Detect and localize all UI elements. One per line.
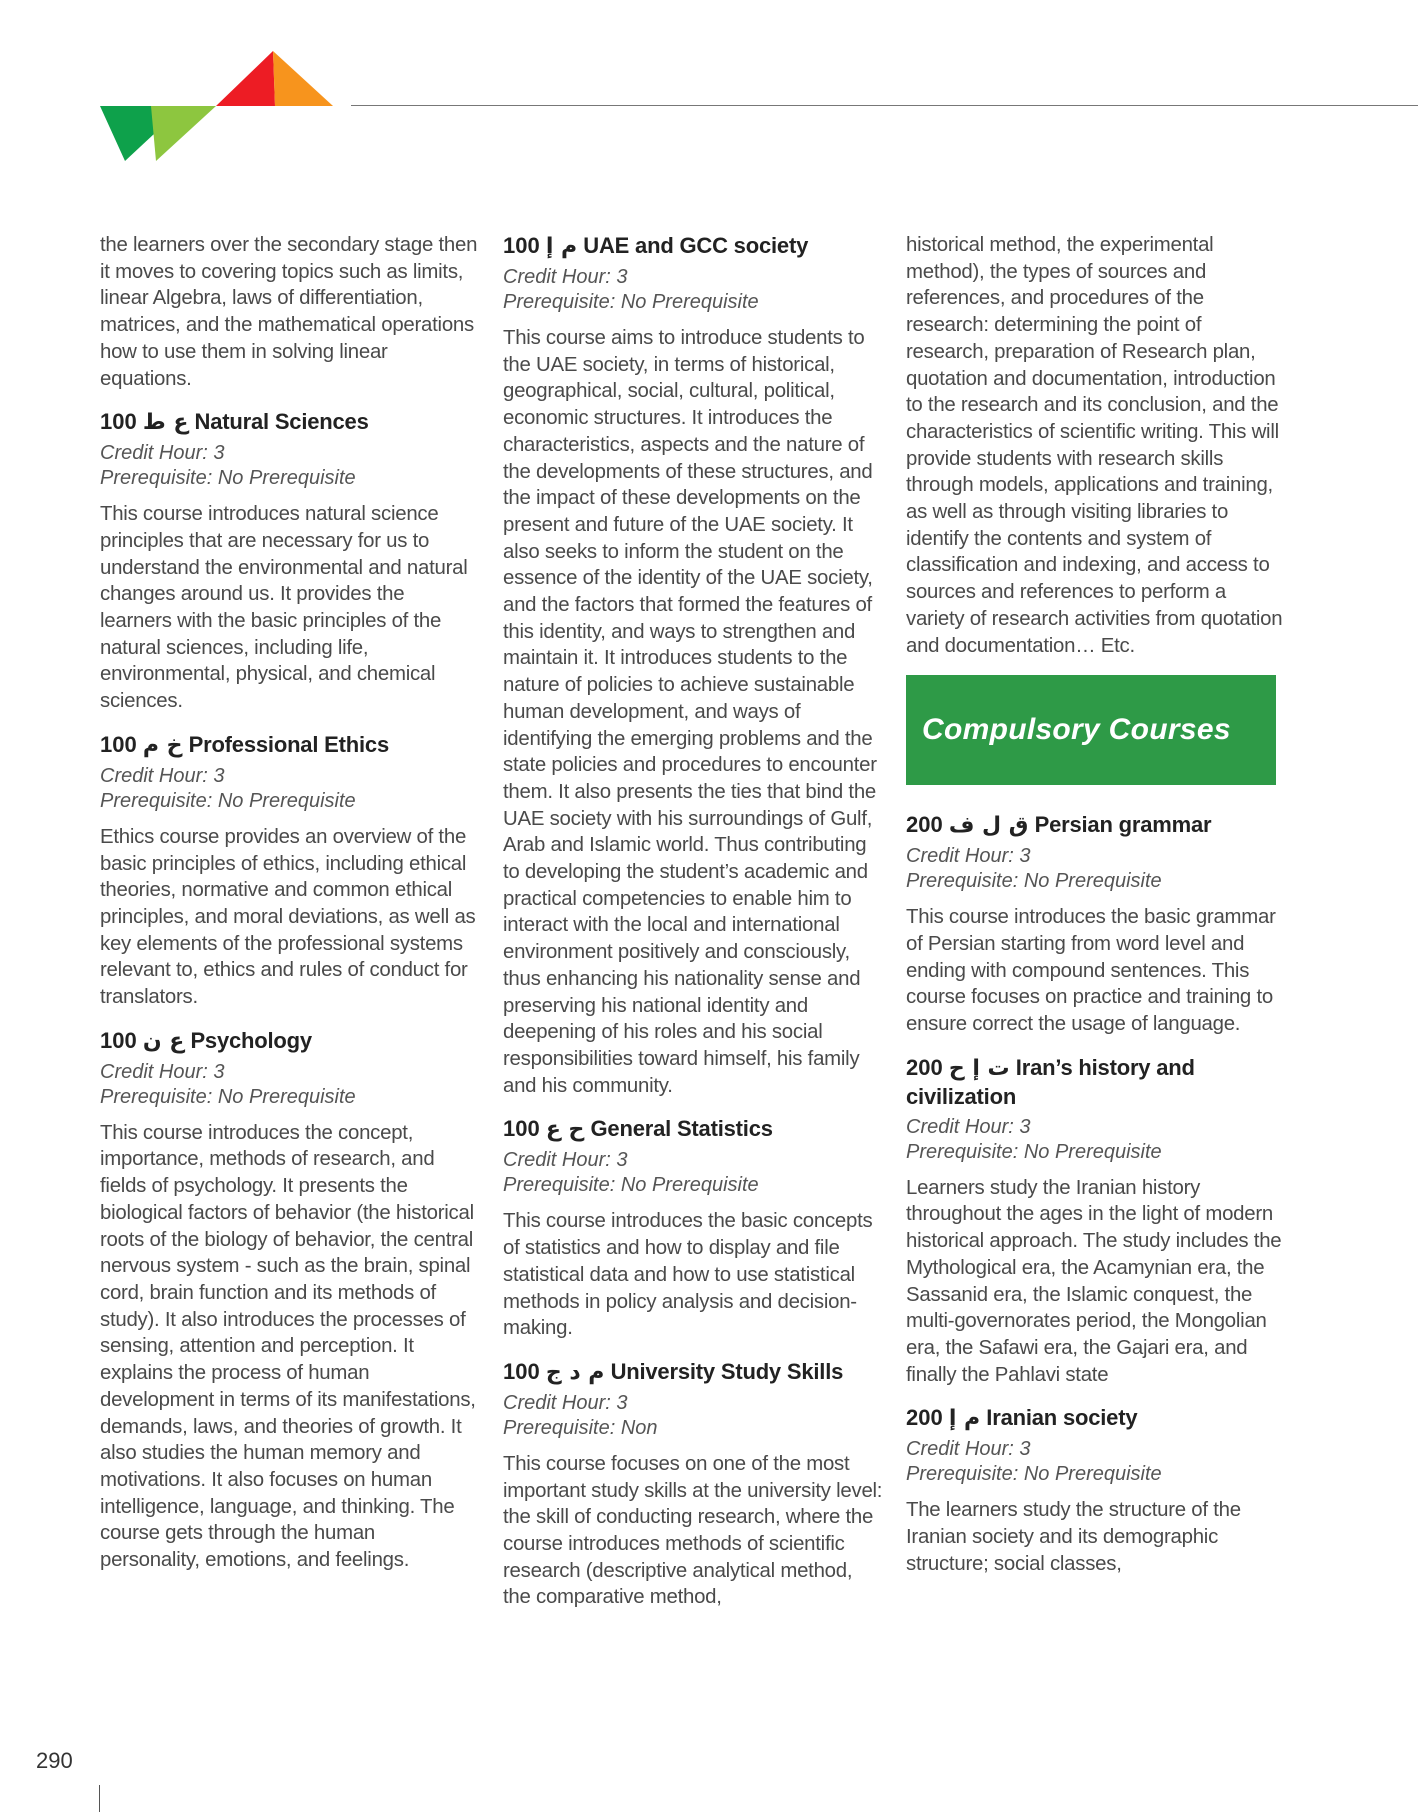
course-code-arabic: ع ن	[142, 1028, 185, 1054]
credit-hour: Credit Hour: 3	[906, 845, 1031, 868]
course-persian-grammar	[906, 811, 1286, 1038]
prerequisite: Prerequisite: No Prerequisite	[100, 467, 356, 490]
column-1	[100, 232, 480, 1590]
column-2	[503, 232, 883, 1627]
course-description: Learners study the Iranian history throughout the ages in the light of modern historical approach. The study includes the Mythological era, the Acamynian era, the Sassanid era, the Islamic conquest, the multi-governorates period, the Mongolian era, the Safawi era, the Gajari era, and finally the Pahlavi state	[906, 1176, 1282, 1386]
prerequisite: Prerequisite: Non	[503, 1416, 658, 1439]
banner-title: Compulsory Courses	[922, 713, 1231, 747]
continued-text: historical method, the experimental method), the types of sources and references, and procedures of the research: determining the point of research, preparation of Research plan, quotation and documentation, introduction to the research and its conclusion, and the characteristics of scientific writing. This will provide students with research skills through models, applications and training, as well as through visiting libraries to identify the contents and system of classification and indexing, and access to sources and references to perform a variety of research activities from quotation and documentation… Etc.	[906, 234, 1283, 657]
course-description: This course introduces the basic concepts of statistics and how to display and file statistical data and how to use statistical methods in policy analysis and decision-making.	[503, 1210, 873, 1340]
course-iranian-society	[906, 1404, 1286, 1577]
course-code-arabic: م د ج	[545, 1359, 605, 1385]
course-title: General Statistics	[590, 1116, 773, 1142]
credit-hour: Credit Hour: 3	[503, 266, 628, 288]
course-code: 200	[906, 1405, 943, 1431]
course-heading	[503, 1358, 883, 1387]
course-code-arabic: ح ع	[545, 1117, 585, 1143]
course-description: Ethics course provides an overview of the basic principles of ethics, including ethical theories, normative and common ethical principles, and moral deviations, as well as key elements of the professional systems relevant to, ethics and rules of conduct for translators.	[100, 825, 476, 1009]
course-uae-gcc-society	[503, 232, 883, 1099]
prerequisite: Prerequisite: No Prerequisite	[906, 1463, 1162, 1486]
prerequisite: Prerequisite: No Prerequisite	[906, 870, 1162, 893]
course-heading	[906, 1404, 1286, 1433]
credit-hour: Credit Hour: 3	[100, 764, 225, 787]
credit-hour: Credit Hour: 3	[100, 1060, 225, 1083]
course-university-study-skills	[503, 1358, 883, 1611]
course-code: 100	[503, 1358, 540, 1384]
course-heading	[503, 232, 883, 261]
course-title: Iran’s history and civilization	[906, 1054, 1195, 1109]
course-title: Iranian society	[986, 1405, 1138, 1431]
course-title: Natural Sciences	[194, 409, 369, 435]
course-code-arabic: ع ط	[142, 410, 189, 436]
prerequisite: Prerequisite: No Prerequisite	[503, 1174, 759, 1197]
course-heading	[100, 731, 480, 760]
course-title: Professional Ethics	[188, 731, 389, 757]
course-meta	[906, 1115, 1286, 1165]
logo-orange-triangle	[273, 51, 333, 106]
credit-hour: Credit Hour: 3	[906, 1438, 1031, 1461]
credit-hour: Credit Hour: 3	[100, 442, 225, 465]
triangle-logo	[0, 0, 340, 170]
prerequisite: Prerequisite: No Prerequisite	[906, 1140, 1162, 1163]
logo-red-triangle	[216, 51, 275, 106]
course-meta	[100, 1060, 480, 1110]
prerequisite: Prerequisite: No Prerequisite	[503, 291, 759, 313]
compulsory-courses-banner	[906, 675, 1276, 785]
page-number: 290	[36, 1748, 73, 1773]
course-description: This course introduces the concept, importance, methods of research, and fields of psychology. It presents the biological factors of behavior (the historical roots of the biology of behavior, the central nervous system - such as the brain, spinal cord, brain function and its methods of study). It also introduces the processes of sensing, attention and perception. It explains the process of human development in terms of its manifestations, demands, laws, and theories of growth. It also studies the human memory and motivations. It also focuses on human intelligence, language, and thinking. The course gets through the human personality, emotions, and feelings.	[100, 1121, 476, 1572]
course-description: The learners study the structure of the Iranian society and its demographic structure; social classes,	[906, 1499, 1241, 1575]
course-heading	[906, 1054, 1286, 1111]
course-meta	[906, 1437, 1286, 1487]
course-meta	[100, 441, 480, 491]
course-code: 100	[100, 731, 137, 757]
course-meta	[906, 844, 1286, 894]
course-description: This course aims to introduce students to the UAE society, in terms of historical, geographical, social, cultural, political, economic structures. It introduces the characteristics, aspects and the nature of the developments of these structures, and the impact of these developments on the present and future of the UAE society. It also seeks to inform the student on the essence of the identity of the UAE society, and the factors that formed the features of this identity, and ways to strengthen and maintain it. It introduces students to the nature of policies to achieve sustainable human development, and ways of identifying the emerging problems and the state policies and procedures to encounter them. It also presents the ties that bind the UAE society with his surroundings of Gulf, Arab and Islamic world. Thus contributing to developing the student’s academic and practical competencies to enable him to interact with the local and international environment positively and consciously, thus enhancing his nationality sense and preserving his national identity and deepening of his roles and his social responsibilities toward himself, his family and his community.	[503, 327, 877, 1097]
course-heading	[100, 408, 480, 437]
course-description: This course introduces the basic grammar of Persian starting from word level and ending with compound sentences. This course focuses on practice and training to ensure correct the usage of language.	[906, 906, 1276, 1036]
continued-text: the learners over the secondary stage then it moves to covering topics such as limits, linear Algebra, laws of differentiation, matrices, and the mathematical operations how to use them in solving linear equations.	[100, 234, 478, 390]
course-code: 100	[503, 1116, 540, 1142]
course-code: 100	[100, 409, 137, 435]
footer-rule	[99, 1785, 100, 1812]
course-code-arabic: ق ل ف	[948, 813, 1029, 839]
logo-green-light-triangle	[151, 106, 216, 161]
course-title: UAE and GCC society	[583, 233, 809, 258]
course-description: This course focuses on one of the most important study skills at the university level: the skill of conducting research, where the course introduces methods of scientific research (descriptive analytical method, the comparative method,	[503, 1452, 883, 1609]
course-title: Persian grammar	[1034, 812, 1212, 838]
prerequisite: Prerequisite: No Prerequisite	[100, 789, 356, 812]
course-general-statistics	[503, 1115, 883, 1342]
course-code: 100	[100, 1027, 137, 1053]
course-iran-history-civilization	[906, 1054, 1286, 1389]
course-heading	[906, 811, 1286, 840]
course-code: 200	[906, 812, 943, 838]
course-code: 100	[503, 233, 540, 258]
credit-hour: Credit Hour: 3	[503, 1391, 628, 1414]
course-meta	[503, 265, 883, 315]
prerequisite: Prerequisite: No Prerequisite	[100, 1085, 356, 1108]
course-title: University Study Skills	[610, 1358, 844, 1384]
course-code-arabic: م إ	[948, 1406, 981, 1432]
course-title: Psychology	[190, 1027, 312, 1053]
credit-hour: Credit Hour: 3	[503, 1149, 628, 1172]
course-meta	[503, 1391, 883, 1441]
course-psychology	[100, 1027, 480, 1574]
header-rule	[351, 105, 1418, 106]
course-meta	[503, 1148, 883, 1198]
course-description: This course introduces natural science principles that are necessary for us to understand the environmental and natural changes around us. It provides the learners with the basic principles of the natural sciences, including life, environmental, physical, and chemical sciences.	[100, 503, 468, 713]
course-code-arabic: خ م	[142, 732, 183, 758]
course-code-arabic: م إ	[545, 234, 578, 259]
column-3	[906, 232, 1286, 1594]
course-code-arabic: ت إ ح	[948, 1055, 1010, 1081]
course-professional-ethics	[100, 731, 480, 1011]
course-code: 200	[906, 1054, 943, 1080]
course-meta	[100, 764, 480, 814]
course-natural-sciences	[100, 408, 480, 715]
credit-hour: Credit Hour: 3	[906, 1115, 1031, 1138]
course-heading	[503, 1115, 883, 1144]
course-heading	[100, 1027, 480, 1056]
